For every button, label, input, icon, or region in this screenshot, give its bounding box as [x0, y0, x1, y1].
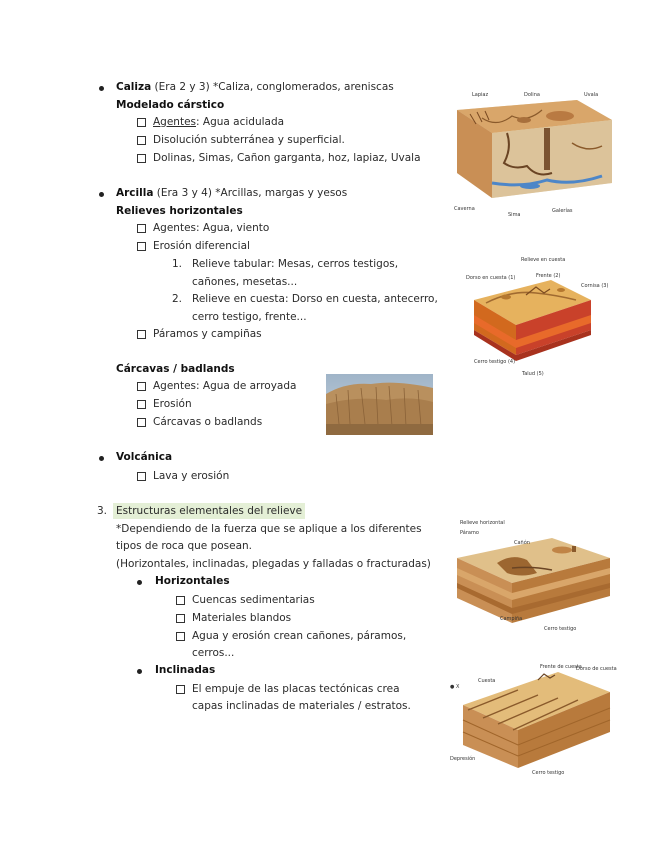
horiz-label-canon: Cañón [514, 540, 530, 546]
horiz-cuencas: Cuencas sedimentarias [192, 594, 315, 606]
karst-label-uvala: Uvala [584, 92, 599, 98]
checkbox-incl-empuje[interactable] [176, 685, 185, 694]
caliza-title: Caliza [116, 81, 152, 93]
estructuras-title: Estructuras elementales del relieve [113, 503, 305, 519]
arcilla-title: Arcilla [116, 187, 154, 199]
arcilla-num2-a: Relieve en cuesta: Dorso en cuesta, antecerro, [192, 293, 438, 305]
checkbox-caliza-disolucion[interactable] [137, 136, 146, 145]
bullet-arcilla [99, 192, 104, 197]
arcilla-num1-a: Relieve tabular: Mesas, cerros testigos, [192, 258, 399, 270]
arcilla-heading [116, 186, 347, 200]
karst-label-lapiaz: Lapiaz [472, 92, 489, 98]
incl-label-depresion: Depresión [450, 756, 476, 762]
karst-label-caverna: Caverna [454, 206, 475, 212]
arcilla-agentes: Agentes: Agua, viento [153, 222, 270, 234]
arcilla-num1-marker: 1. [172, 258, 183, 270]
cuesta-label-cornisa: Cornisa (3) [581, 283, 609, 289]
horizontales-title: Horizontales [155, 575, 230, 587]
carcavas-erosion: Erosión [153, 398, 192, 410]
caliza-heading [116, 80, 394, 94]
arcilla-subtitle: Relieves horizontales [116, 205, 243, 217]
checkbox-horiz-cuencas[interactable] [176, 596, 185, 605]
horiz-agua-b: cerros... [192, 647, 235, 659]
horizontal-relief-diagram [452, 518, 614, 636]
volcanica-lava: Lava y erosión [153, 470, 230, 482]
incl-empuje-b: capas inclinadas de materiales / estratos. [192, 700, 411, 712]
checkbox-arcilla-agentes[interactable] [137, 224, 146, 233]
karst-label-sima: Sima [508, 212, 521, 218]
karst-label-dolina: Dolina [524, 92, 540, 98]
caliza-formas: Dolinas, Simas, Cañon garganta, hoz, lapiaz, Uvala [153, 152, 421, 164]
checkbox-caliza-formas[interactable] [137, 154, 146, 163]
estructuras-number: 3. [97, 505, 108, 517]
caliza-disolucion: Disolución subterránea y superficial. [153, 134, 345, 146]
carcavas-carcavas: Cárcavas o badlands [153, 416, 263, 428]
inclinadas-title: Inclinadas [155, 664, 216, 676]
arcilla-paramos: Páramos y campiñas [153, 328, 262, 340]
horiz-label-title: Relieve horizontal [460, 520, 505, 526]
checkbox-carcavas-agentes[interactable] [137, 382, 146, 391]
cuesta-label-frente: Frente (2) [536, 273, 561, 279]
caliza-agentes-rest: : Agua acidulada [196, 116, 285, 128]
arcilla-erosion: Erosión diferencial [153, 240, 250, 252]
cuesta-label-dorso: Dorso en cuesta (1) [466, 275, 516, 281]
inclined-relief-diagram [448, 660, 616, 778]
arcilla-desc: (Era 3 y 4) *Arcillas, margas y yesos [153, 187, 348, 199]
estructuras-para-b: tipos de roca que posean. [116, 540, 253, 552]
karst-diagram [452, 88, 617, 218]
checkbox-caliza-agentes[interactable] [137, 118, 146, 127]
checkbox-carcavas-erosion[interactable] [137, 400, 146, 409]
carcavas-title: Cárcavas / badlands [116, 363, 235, 375]
bullet-caliza [99, 86, 104, 91]
badlands-photo [326, 374, 433, 435]
incl-label-frente: Frente de cuesta [540, 664, 582, 670]
incl-empuje-a: El empuje de las placas tectónicas crea [192, 683, 400, 695]
incl-label-cuesta: Cuesta [478, 678, 496, 684]
cuesta-label-talud: Talud (5) [522, 371, 544, 377]
checkbox-horiz-agua[interactable] [176, 632, 185, 641]
caliza-agentes [153, 115, 284, 129]
checkbox-arcilla-paramos[interactable] [137, 330, 146, 339]
carcavas-agentes: Agentes: Agua de arroyada [153, 380, 297, 392]
caliza-agentes-label: Agentes [153, 116, 197, 128]
incl-label-dorso: Dorso de cuesta [576, 666, 617, 672]
horiz-materiales: Materiales blandos [192, 612, 292, 624]
horiz-label-paramo: Páramo [460, 530, 479, 536]
arcilla-num2-b: cerro testigo, frente... [192, 311, 307, 323]
bullet-inclinadas [137, 669, 142, 674]
cuesta-diagram [466, 255, 609, 380]
caliza-subtitle: Modelado cárstico [116, 99, 225, 111]
karst-label-galerias: Galerías [552, 208, 573, 214]
checkbox-arcilla-erosion[interactable] [137, 242, 146, 251]
bullet-volcanica [99, 456, 104, 461]
horiz-agua-a: Agua y erosión crean cañones, páramos, [192, 630, 407, 642]
caliza-desc: (Era 2 y 3) *Caliza, conglomerados, areniscas [151, 81, 394, 93]
arcilla-num2-marker: 2. [172, 293, 183, 305]
incl-marker: ● X [450, 684, 460, 690]
arcilla-num1-b: cañones, mesetas... [192, 276, 298, 288]
bullet-horizontales [137, 580, 142, 585]
estructuras-para-c: (Horizontales, inclinadas, plegadas y falladas o fracturadas) [116, 558, 431, 570]
horiz-label-cerro: Cerro testigo [544, 626, 577, 632]
volcanica-title: Volcánica [116, 451, 173, 463]
checkbox-horiz-materiales[interactable] [176, 614, 185, 623]
horiz-label-campina: Campiña [500, 616, 523, 622]
cuesta-label-title: Relieve en cuesta [521, 257, 566, 263]
estructuras-para-a: *Dependiendo de la fuerza que se aplique a los diferentes [116, 523, 422, 535]
checkbox-carcavas-carcavas[interactable] [137, 418, 146, 427]
incl-label-cerro: Cerro testigo [532, 770, 565, 776]
cuesta-label-cerro: Cerro testigo (4) [474, 359, 516, 365]
checkbox-volcanica-lava[interactable] [137, 472, 146, 481]
